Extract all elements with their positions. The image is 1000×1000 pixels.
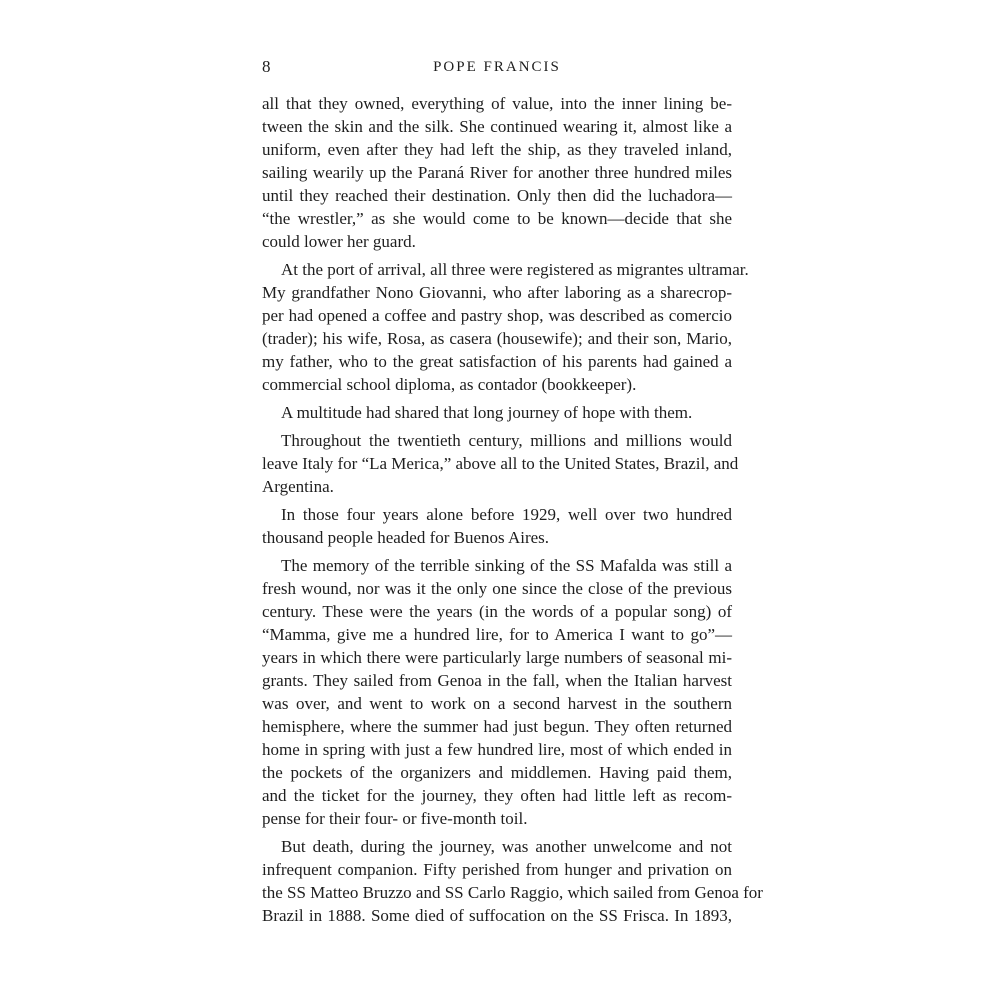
text-line: home in spring with just a few hundred lire, most of which ended in <box>262 740 732 759</box>
text-line: the SS Matteo Bruzzo and SS Carlo Raggio, which sailed from Genoa for <box>262 883 763 902</box>
text-line: uniform, even after they had left the ship, as they traveled inland, <box>262 140 732 159</box>
text-line: the pockets of the organizers and middlemen. Having paid them, <box>262 763 732 782</box>
paragraph-2 <box>262 258 749 396</box>
text-line: tween the skin and the silk. She continued wearing it, almost like a <box>262 117 732 136</box>
text-line: century. These were the years (in the words of a popular song) of <box>262 602 732 621</box>
text-line: my father, who to the great satisfaction of his parents had gained a <box>262 352 732 371</box>
text-line: fresh wound, nor was it the only one since the close of the previous <box>262 579 732 598</box>
running-head <box>262 56 732 80</box>
text-line: until they reached their destination. Only then did the luchadora— <box>262 186 732 205</box>
text-line: “the wrestler,” as she would come to be known—decide that she <box>262 209 732 228</box>
paragraph-5 <box>262 503 732 549</box>
text-line: grants. They sailed from Genoa in the fall, when the Italian harvest <box>262 671 732 690</box>
text-line: thousand people headed for Buenos Aires. <box>262 528 550 547</box>
running-title: POPE FRANCIS <box>433 59 561 75</box>
paragraph-3 <box>262 401 732 424</box>
text-line: could lower her guard. <box>262 232 416 251</box>
text-line: In those four years alone before 1929, well over two hundred <box>281 505 732 524</box>
text-line: all that they owned, everything of value, into the inner lining be- <box>262 94 732 113</box>
text-line: “Mamma, give me a hundred lire, for to America I want to go”— <box>262 625 732 644</box>
text-line: Brazil in 1888. Some died of suffocation on the SS Frisca. In 1893, <box>262 906 732 925</box>
paragraph-1 <box>262 92 732 253</box>
text-line: But death, during the journey, was another unwelcome and not <box>281 837 732 856</box>
body-text <box>262 92 763 927</box>
paragraph-4 <box>262 429 739 498</box>
text-line: The memory of the terrible sinking of the SS Mafalda was still a <box>281 556 732 575</box>
text-line: A multitude had shared that long journey of hope with them. <box>281 403 693 422</box>
paragraph-6 <box>262 554 732 830</box>
page-number: 8 <box>262 57 271 76</box>
text-line: sailing wearily up the Paraná River for another three hundred miles <box>262 163 732 182</box>
text-line: leave Italy for “La Merica,” above all to the United States, Brazil, and <box>262 454 739 473</box>
text-line: pense for their four- or five-month toil. <box>262 809 528 828</box>
text-line: At the port of arrival, all three were registered as migrantes ultramar. <box>281 260 749 279</box>
text-line: Throughout the twentieth century, millions and millions would <box>281 431 732 450</box>
text-line: Argentina. <box>262 477 334 496</box>
text-line: (trader); his wife, Rosa, as casera (housewife); and their son, Mario, <box>262 329 732 348</box>
paragraph-7 <box>262 835 763 927</box>
text-line: per had opened a coffee and pastry shop, was described as comercio <box>262 306 732 325</box>
text-line: hemisphere, where the summer had just begun. They often returned <box>262 717 732 736</box>
text-line: infrequent companion. Fifty perished from hunger and privation on <box>262 860 732 879</box>
text-line: was over, and went to work on a second harvest in the southern <box>262 694 732 713</box>
text-line: and the ticket for the journey, they often had little left as recom- <box>262 786 732 805</box>
text-line: My grandfather Nono Giovanni, who after laboring as a sharecrop- <box>262 283 732 302</box>
text-line: years in which there were particularly large numbers of seasonal mi- <box>262 648 732 667</box>
text-line: commercial school diploma, as contador (bookkeeper). <box>262 375 637 394</box>
